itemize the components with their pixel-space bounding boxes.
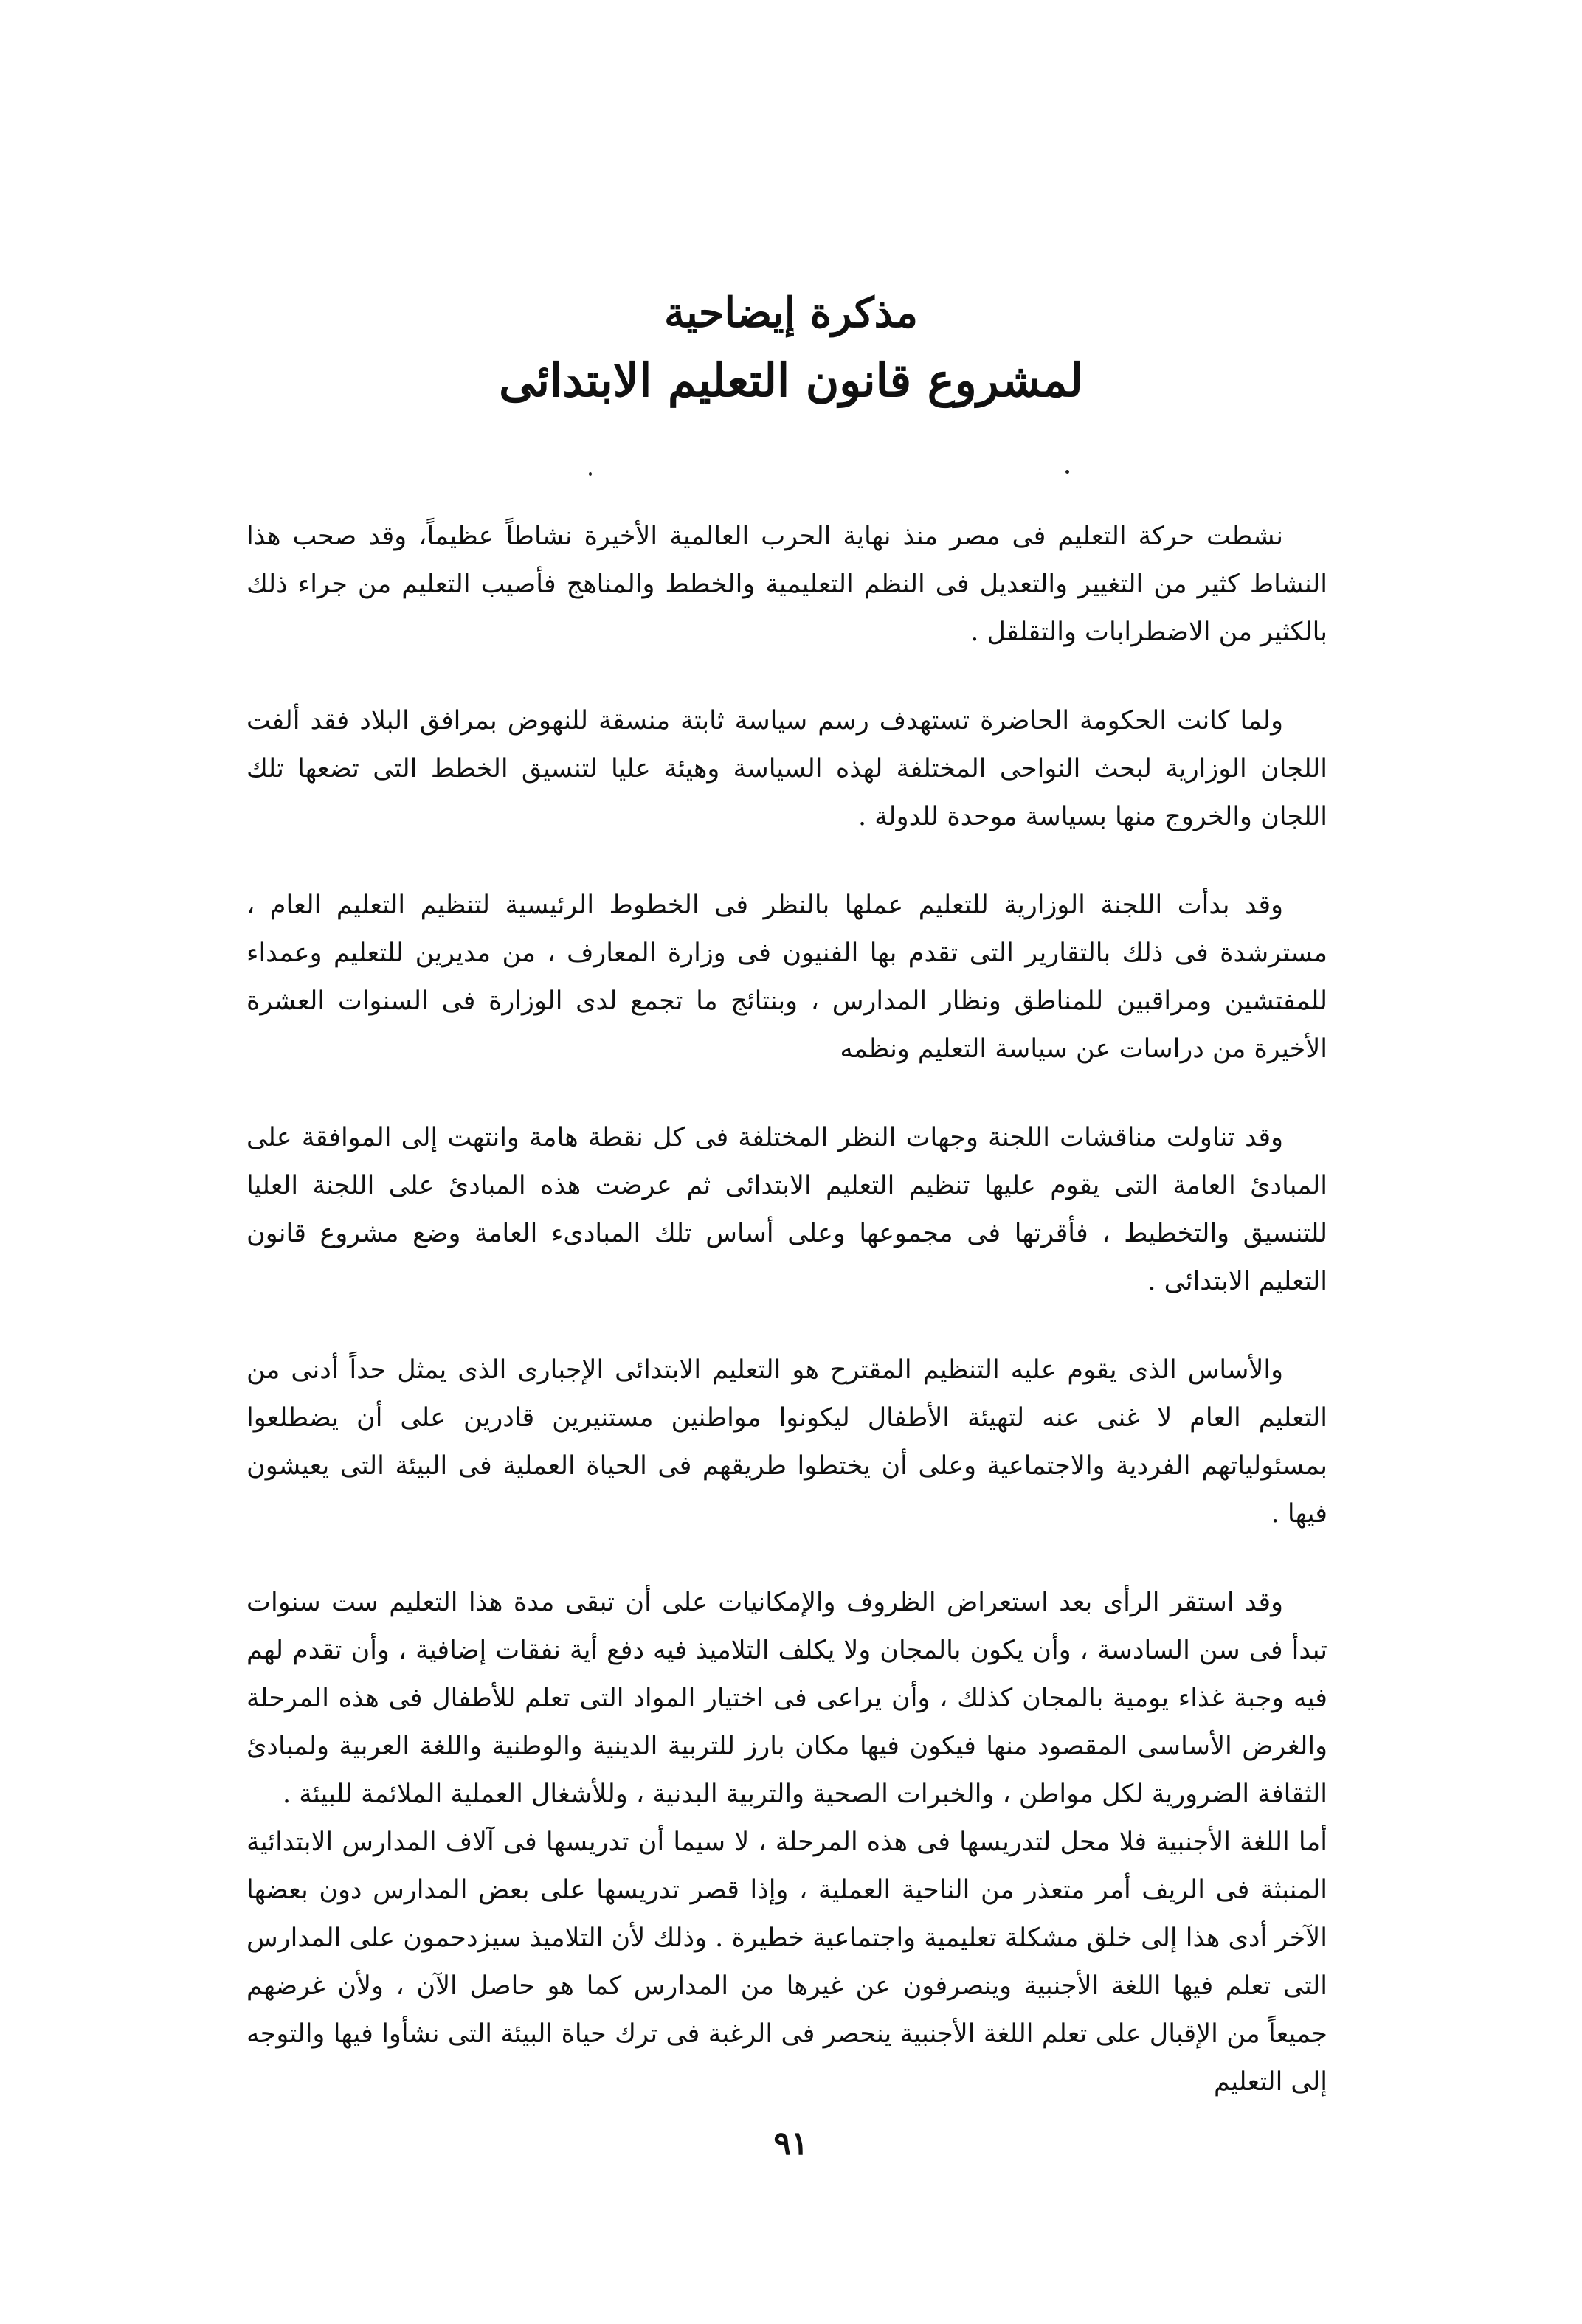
paragraph: وقد استقر الرأى بعد استعراض الظروف والإمكانيات على أن تبقى مدة هذا التعليم ست سنوات تبدأ فى سن السادسة ، وأن يكون بالمجان ولا يكلف التلاميذ فيه دفع أية نفقات إضافية ، وأن تقدم لهم فيه وجبة غذاء يومية بالمجان كذلك ، وأن يراعى فى اختيار المواد التى تعلم للأطفال فى هذه المرحلة والغرض الأساسى المقصود منها فيكون فيها مكان بارز للتربية الدينية والوطنية واللغة العربية ولمبادئ الثقافة الضرورية لكل مواطن ، والخبرات الصحية والتربية البدنية ، وللأشغال العملية الملائمة للبيئة .	[246, 1588, 1327, 1809]
document-title: مذكرة إيضاحية	[663, 288, 919, 337]
scan-speck	[589, 472, 592, 476]
title-block	[0, 284, 1582, 413]
body-text	[246, 513, 1327, 2147]
paragraph: وقد تناولت مناقشات اللجنة وجهات النظر المختلفة فى كل نقطة هامة وانتهت إلى الموافقة على المبادئ العامة التى يقوم عليها تنظيم التعليم الابتدائى ثم عرضت هذه المبادئ على اللجنة العليا للتنسيق والتخطيط ، فأقرتها فى مجموعها وعلى أساس تلك المبادىء العامة وضع مشروع قانون التعليم الابتدائى .	[246, 1123, 1327, 1296]
scan-speck	[1065, 470, 1069, 474]
document-subtitle: لمشروع قانون التعليم الابتدائى	[499, 353, 1083, 408]
paragraph: ولما كانت الحكومة الحاضرة تستهدف رسم سياسة ثابتة منسقة للنهوض بمرافق البلاد فقد ألفت اللجان الوزارية لبحث النواحى المختلفة لهذه السياسة وهيئة عليا لتنسيق الخطط التى تضعها تلك اللجان والخروج منها بسياسة موحدة للدولة .	[246, 706, 1327, 831]
page-number: ٩١	[773, 2125, 809, 2162]
paragraph: أما اللغة الأجنبية فلا محل لتدريسها فى هذه المرحلة ، لا سيما أن تدريسها فى آلاف المدارس الابتدائية المنبثة فى الريف أمر متعذر من الناحية العملية ، وإذا قصر تدريسها على بعض المدارس دون بعضها الآخر أدى هذا إلى خلق مشكلة تعليمية واجتماعية خطيرة . وذلك لأن التلاميذ سيزدحمون على المدارس التى تعلم فيها اللغة الأجنبية وينصرفون عن غيرها من المدارس كما هو حاصل الآن ، ولأن غرضهم جميعاً من الإقبال على تعلم اللغة الأجنبية ينحصر فى الرغبة فى ترك حياة البيئة التى نشأوا فيها والتوجه إلى التعليم	[246, 1827, 1327, 2097]
paragraph: نشطت حركة التعليم فى مصر منذ نهاية الحرب العالمية الأخيرة نشاطاً عظيماً، وقد صحب هذا النشاط كثير من التغيير والتعديل فى النظم التعليمية والخطط والمناهج فأصيب التعليم من جراء ذلك بالكثير من الاضطرابات والتقلقل .	[246, 522, 1327, 647]
paragraph: وقد بدأت اللجنة الوزارية للتعليم عملها بالنظر فى الخطوط الرئيسية لتنظيم التعليم العام ، مسترشدة فى ذلك بالتقارير التى تقدم بها الفنيون فى وزارة المعارف ، من مديرين للتعليم وعمداء للمفتشين ومراقبين للمناطق ونظار المدارس ، وبنتائج ما تجمع لدى الوزارة فى السنوات العشرة الأخيرة من دراسات عن سياسة التعليم ونظمه	[246, 890, 1327, 1064]
paragraph: والأساس الذى يقوم عليه التنظيم المقترح هو التعليم الابتدائى الإجبارى الذى يمثل حداً أدنى من التعليم العام لا غنى عنه لتهيئة الأطفال ليكونوا مواطنين مستنيرين قادرين على أن يضطلعوا بمسئولياتهم الفردية والاجتماعية وعلى أن يختطوا طريقهم فى الحياة العملية فى البيئة التى يعيشون فيها .	[246, 1355, 1327, 1529]
